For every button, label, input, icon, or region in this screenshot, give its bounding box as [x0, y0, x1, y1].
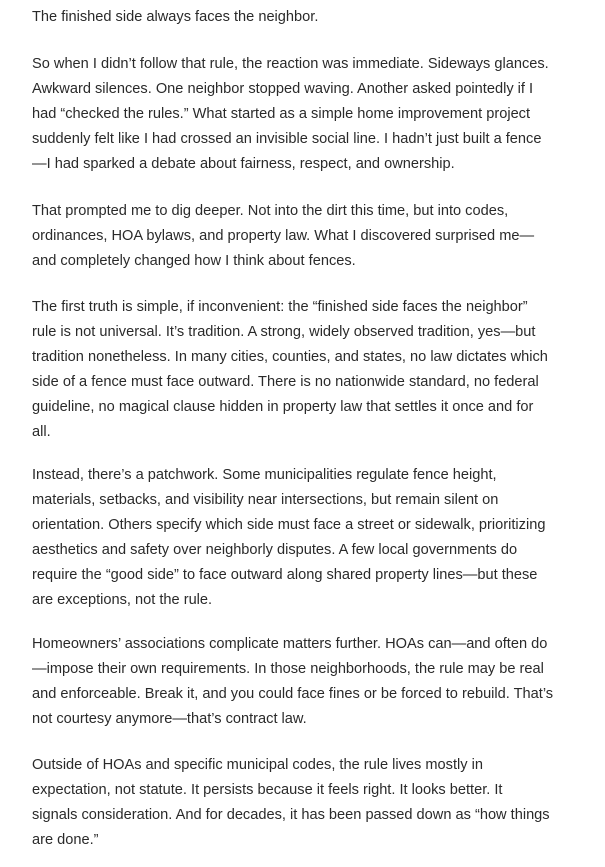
- text-line: materials, setbacks, and visibility near intersections, but remain silent on: [32, 492, 499, 508]
- text-line: signals consideration. And for decades, it has been passed down as “how things: [32, 807, 550, 823]
- text-line: That prompted me to dig deeper. Not into the dirt this time, but into codes,: [32, 203, 509, 219]
- text-line: expectation, not statute. It persists because it feels right. It looks better. It: [32, 782, 503, 798]
- paragraph: [32, 295, 548, 445]
- text-line: Awkward silences. One neighbor stopped waving. Another asked pointedly if I: [32, 81, 534, 97]
- text-line: —impose their own requirements. In those neighborhoods, the rule may be real: [32, 661, 544, 677]
- text-line: —I had sparked a debate about fairness, respect, and ownership.: [32, 156, 455, 172]
- text-line: require the “good side” to face outward along shared property lines—but these: [32, 567, 538, 583]
- text-line: Instead, there’s a patchwork. Some municipalities regulate fence height,: [32, 467, 497, 483]
- text-line: The finished side always faces the neighbor.: [32, 9, 319, 25]
- text-line: rule is not universal. It’s tradition. A strong, widely observed tradition, yes—but: [32, 324, 536, 340]
- paragraph: [32, 199, 534, 274]
- text-line: Homeowners’ associations complicate matters further. HOAs can—and often do: [32, 636, 548, 652]
- text-line: are exceptions, not the rule.: [32, 592, 213, 608]
- text-line: side of a fence must face outward. There is no nationwide standard, no federal: [32, 374, 539, 390]
- paragraph: [32, 632, 553, 732]
- text-line: guideline, no magical clause hidden in property law that settles it once and for: [32, 399, 534, 415]
- text-line: had “checked the rules.” What started as a simple home improvement project: [32, 106, 531, 122]
- text-line: all.: [32, 424, 51, 440]
- text-line: orientation. Others specify which side must face a street or sidewalk, prioritizing: [32, 517, 546, 533]
- text-line: So when I didn’t follow that rule, the reaction was immediate. Sideways glances.: [32, 56, 549, 72]
- paragraph: [32, 753, 550, 853]
- text-line: aesthetics and safety over neighborly disputes. A few local governments do: [32, 542, 518, 558]
- paragraph: [32, 463, 545, 613]
- paragraph: [32, 5, 318, 30]
- text-line: Outside of HOAs and specific municipal codes, the rule lives mostly in: [32, 757, 483, 773]
- text-line: ordinances, HOA bylaws, and property law. What I discovered surprised me—: [32, 228, 535, 244]
- text-line: The first truth is simple, if inconvenient: the “finished side faces the neighbor”: [32, 299, 528, 315]
- paragraph: [32, 52, 549, 177]
- text-line: suddenly felt like I had crossed an invisible social line. I hadn’t just built a fence: [32, 131, 542, 147]
- text-line: not courtesy anymore—that’s contract law.: [32, 711, 307, 727]
- text-line: tradition nonetheless. In many cities, counties, and states, no law dictates which: [32, 349, 548, 365]
- text-line: and completely changed how I think about fences.: [32, 253, 356, 269]
- text-line: are done.”: [32, 832, 99, 848]
- text-line: and enforceable. Break it, and you could face fines or be forced to rebuild. That’s: [32, 686, 554, 702]
